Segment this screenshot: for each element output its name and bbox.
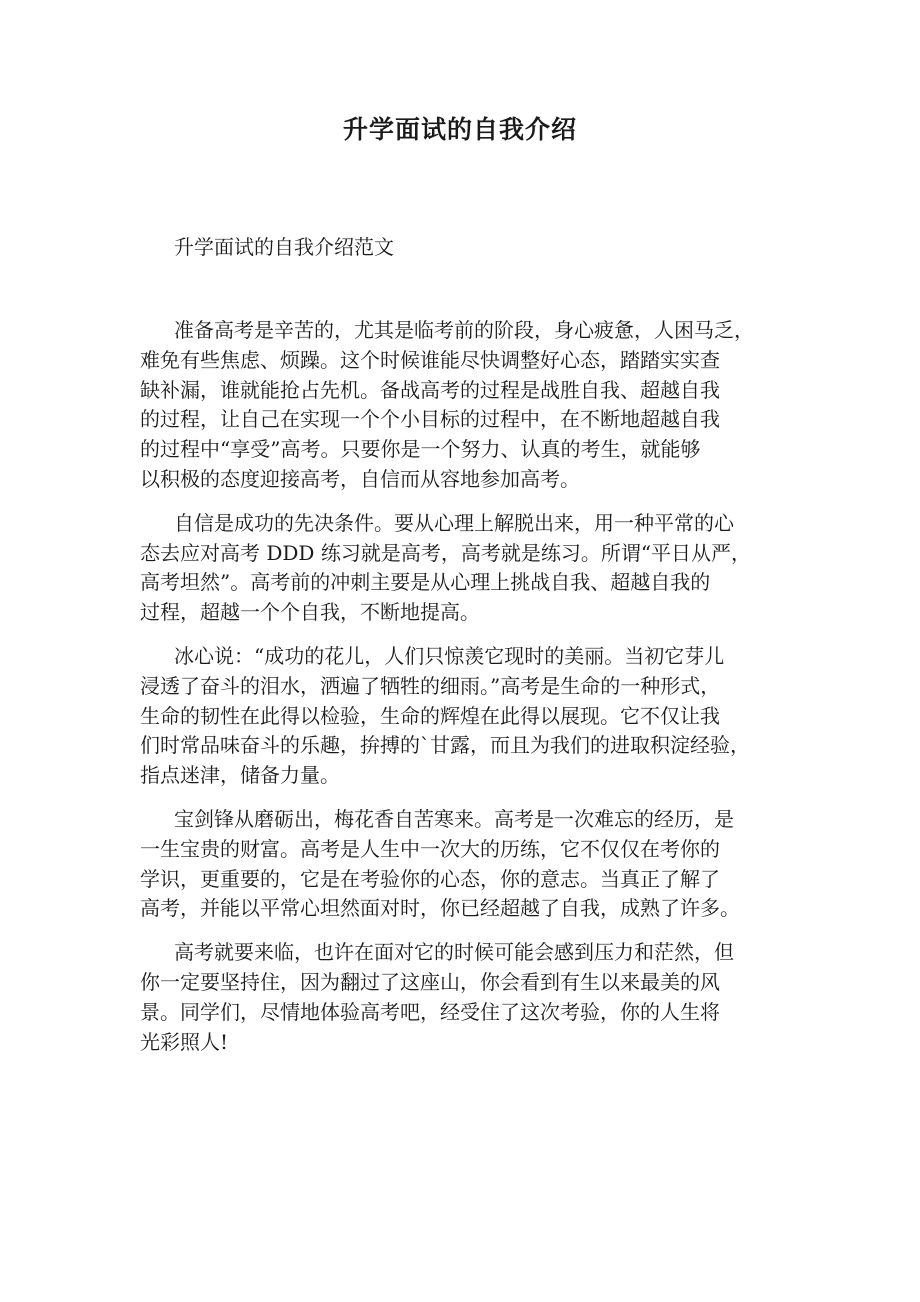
- paragraph-line: 景。同学们，尽情地体验高考吧，经受住了这次考验，你的人生将: [140, 999, 720, 1024]
- paragraph-line: 难免有些焦虑、烦躁。这个时候谁能尽快调整好心态，踏踏实实查: [140, 347, 720, 372]
- paragraph-line: 准备高考是辛苦的，尤其是临考前的阶段，身心疲惫，人困马乏，: [174, 318, 754, 342]
- paragraph-2: [140, 509, 810, 628]
- paragraph-line: 的过程中“享受”高考。只要你是一个努力、认真的考生，就能够: [140, 437, 701, 462]
- paragraph-line: 自信是成功的先决条件。要从心理上解脱出来，用一种平常的心: [174, 510, 734, 535]
- paragraph-line: 生命的韧性在此得以检验，生命的辉煌在此得以展现。它不仅让我: [140, 703, 720, 728]
- paragraph-line: 一生宝贵的财富。高考是人生中一次大的历练，它不仅仅在考你的: [140, 836, 720, 861]
- paragraph-line: 以积极的态度迎接高考，自信而从容地参加高考。: [140, 466, 580, 491]
- paragraph-line: 态去应对高考 DDD 练习就是高考，高考就是练习。所谓“平日从严，: [140, 540, 752, 565]
- paragraph-line: 高考坦然”。高考前的冲刺主要是从心理上挑战自我、超越自我的: [140, 570, 711, 595]
- paragraph-line: 的过程，让自己在实现一个个小目标的过程中，在不断地超越自我: [140, 407, 720, 432]
- paragraph-line: 你一定要坚持住，因为翻过了这座山，你会看到有生以来最美的风: [140, 969, 720, 994]
- paragraph-line: 高考就要来临，也许在面对它的时候可能会感到压力和茫然，但: [174, 940, 734, 965]
- paragraph-line: 学识，更重要的，它是在考验你的心态，你的意志。当真正了解了: [140, 866, 720, 891]
- paragraph-1: [140, 316, 810, 495]
- document-body: [140, 316, 810, 1071]
- paragraph-line: 浸透了奋斗的泪水，洒遍了牺牲的细雨。”高考是生命的一种形式，: [140, 673, 721, 698]
- paragraph-line: 过程，超越一个个自我，不断地提高。: [140, 600, 480, 625]
- document-subtitle: 升学面试的自我介绍范文: [174, 235, 394, 259]
- paragraph-line: 高考，并能以平常心坦然面对时，你已经超越了自我，成熟了许多。: [140, 896, 740, 921]
- paragraph-line: 缺补漏，谁就能抢占先机。备战高考的过程是战胜自我、超越自我: [140, 377, 720, 402]
- paragraph-line: 光彩照人!: [140, 1029, 229, 1054]
- paragraph-5: [140, 938, 810, 1057]
- paragraph-line: 宝剑锋从磨砺出，梅花香自苦寒来。高考是一次难忘的经历，是: [174, 806, 734, 831]
- paragraph-line: 冰心说：“成功的花儿，人们只惊羡它现时的美丽。当初它芽儿: [174, 643, 725, 668]
- paragraph-3: [140, 642, 810, 791]
- paragraph-line: 们时常品味奋斗的乐趣，拚搏的`甘露，而且为我们的进取积淀经验，: [140, 733, 750, 758]
- paragraph-4: [140, 805, 810, 924]
- document-title: 升学面试的自我介绍: [342, 115, 577, 144]
- paragraph-line: 指点迷津，储备力量。: [140, 763, 340, 788]
